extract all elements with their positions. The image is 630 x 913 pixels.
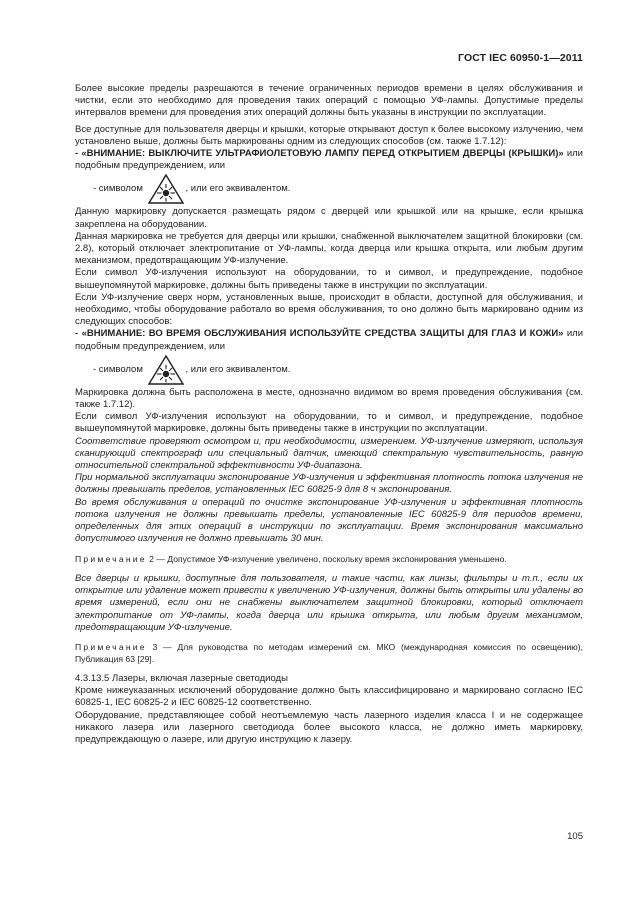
paragraph: Если символ УФ-излучения используют на оборудовании, то и символ, и предупреждение, подобное вышеупомянутой маркировке, должны быть приведены также в инструкции по эксплуатации.: [75, 411, 583, 435]
compliance-paragraph: Во время обслуживания и операций по очистке экспонирование УФ-излучения и эффективная плотность потока излучения не должны превышать пределы, установленные IEC 60825-9 для периодов времени, определенных для этих операций в инструкции по эксплуатации. Время экспонирования максимально допустимого излучения не должно превышать 30 мин.: [75, 496, 583, 545]
paragraph: Данную маркировку допускается размещать рядом с дверцей или крышкой или на крышке, если крышка закреплена на оборудовании.: [75, 206, 583, 230]
note: [75, 554, 583, 566]
symbol-line: [75, 172, 583, 206]
document-body: [75, 83, 583, 746]
paragraph: Кроме нижеуказанных исключений оборудование должно быть классифицировано и маркировано согласно IEC 60825-1, IEC 60825-2 и IEC 60825-12 соответственно.: [75, 685, 583, 709]
uv-radiation-warning-icon: [148, 355, 184, 385]
warning-tail: или подобным предупреждением, или: [75, 148, 583, 172]
compliance-paragraph: При нормальной эксплуатации экспонирование УФ-излучения и эффективная плотность потока излучения не должны превышать пределов, установленных IEC 60825-9 для 8 ч экспонирования.: [75, 472, 583, 496]
paragraph: Маркировка должна быть расположена в месте, однозначно видимом во время проведения обслуживания (см. также 1.7.12).: [75, 386, 583, 411]
section-heading: 4.3.13.5 Лазеры, включая лазерные светодиоды: [75, 673, 288, 685]
uv-radiation-warning-icon: [148, 174, 184, 204]
symbol-prefix: - символом: [93, 363, 146, 375]
symbol-suffix: , или его эквивалентом.: [185, 363, 291, 375]
warning-text: - «ВНИМАНИЕ: ВО ВРЕМЯ ОБСЛУЖИВАНИЯ ИСПОЛЬЗУЙТЕ СРЕДСТВА ЗАЩИТЫ ДЛЯ ГЛАЗ И КОЖИ»: [75, 328, 564, 340]
document-header: ГОСТ IEC 60950-1—2011: [458, 52, 583, 64]
note-text: 3 — Для руководства по методам измерений см. МКО (международная комиссия по освещению), Публикация 63 [29].: [75, 642, 583, 664]
warning-paragraph: [75, 148, 583, 172]
warning-text: - «ВНИМАНИЕ: ВЫКЛЮЧИТЕ УЛЬТРАФИОЛЕТОВУЮ ЛАМПУ ПЕРЕД ОТКРЫТИЕМ ДВЕРЦЫ (КРЫШКИ)»: [75, 148, 564, 160]
note-label: Примечание: [75, 553, 147, 564]
paragraph: Если символ УФ-излучения используют на оборудовании, то и символ, и предупреждение, подобное вышеупомянутой маркировке, должны быть приведены также в инструкции по эксплуатации.: [75, 267, 583, 291]
paragraph: Данная маркировка не требуется для дверцы или крышки, снабженной выключателем защитной блокировки (см. 2.8), который отключает электропитание от УФ-лампы, когда дверца или крышка открыта, или любым другим механизмом, предотвращающим УФ-излучение.: [75, 230, 583, 267]
paragraph: Все доступные для пользователя дверцы и крышки, которые открывают доступ к более высокому излучению, чем установлено выше, должны быть маркированы одним из следующих способов (см. также 1.7.12):: [75, 123, 583, 147]
symbol-prefix: - символом: [93, 183, 146, 195]
compliance-paragraph: Соответствие проверяют осмотром и, при необходимости, измерением. УФ-излучение измеряют, используя сканирующий спектрограф или специальный датчик, имеющий спектральную чувствительность, равную относительной спектральной эффективности УФ-диапазона.: [75, 435, 583, 472]
warning-tail: или подобным предупреждением, или: [75, 328, 583, 352]
note-text: 2 — Допустимое УФ-излучение увеличено, поскольку время экспонирования уменьшено.: [146, 553, 507, 564]
paragraph: Если УФ-излучение сверх норм, установленных выше, происходит в области, доступной для обслуживания, и необходимо, чтобы оборудование работало во время обслуживания, то оно должно быть маркировано одним из следующих способов:: [75, 291, 583, 328]
paragraph: Оборудование, представляющее собой неотъемлемую часть лазерного изделия класса I и не содержащее никакого лазера или лазерного светодиода более высокого класса, не должно иметь маркировку, предупреждающую о лазере, или другую инструкцию к лазеру.: [75, 709, 583, 746]
compliance-paragraph: Все дверцы и крышки, доступные для пользователя, и такие части, как линзы, фильтры и т.п., если их открытие или удаление может привести к увеличению УФ-излучения, должны быть открыты или удалены во время измерений, если они не снабжены выключателем защитной блокировки, который отключает электропитание от УФ-лампы, когда дверца или крышка открыта, или любым другим механизмом, предотвращающим УФ-излучение.: [75, 573, 583, 633]
symbol-suffix: , или его эквивалентом.: [185, 183, 291, 195]
symbol-line: [75, 353, 583, 387]
page-number: 105: [567, 831, 583, 842]
paragraph: Более высокие пределы разрешаются в течение ограниченных периодов времени в целях обслуживания и чистки, если это необходимо для проведения таких операций с помощью УФ-лампы. Допустимые пределы интервалов времени для проведения этих операций должны быть указаны в инструкции по эксплуатации.: [75, 83, 583, 119]
warning-paragraph: [75, 328, 583, 352]
note-label: Примечание: [75, 642, 147, 653]
note: [75, 642, 583, 665]
